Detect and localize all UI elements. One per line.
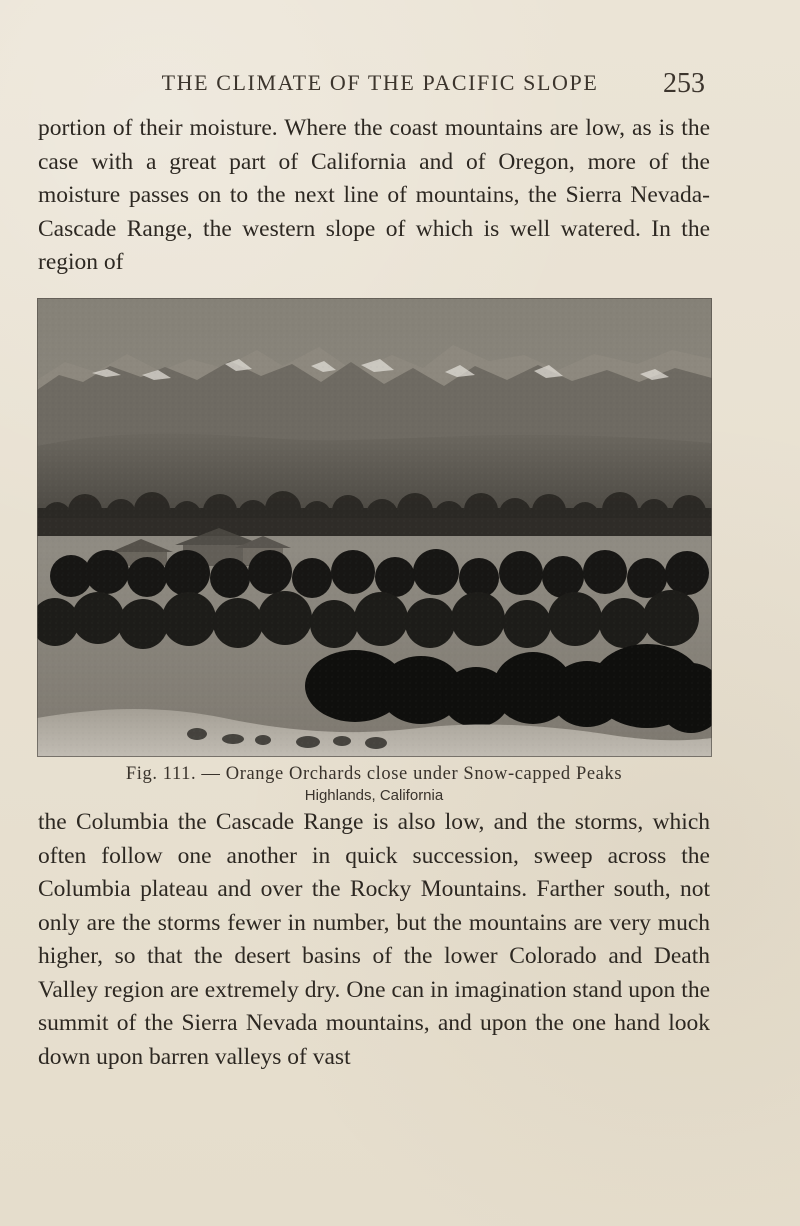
figure-photo: [37, 298, 712, 757]
page-header: [0, 70, 800, 110]
page-number: 253: [663, 68, 705, 99]
body-paragraph-top: portion of their moisture. Where the coast mountains are low, as is the case with a great part of California and of Oregon, more of the moisture passes on to the next line of mountains, the Sierra Nevada-Cascade Range, the western slope of which is well watered. In the region of: [38, 115, 710, 275]
figure-subcaption: Highlands, California: [304, 787, 444, 804]
figure-caption-block: [38, 764, 710, 804]
orchard-photo-illustration: [37, 298, 712, 757]
figure-caption: Fig. 111. — Orange Orchards close under Snow-capped Peaks: [125, 764, 623, 784]
photo-grain: [37, 298, 712, 757]
body-paragraph-bottom: the Columbia the Cascade Range is also low, and the storms, which often follow one another in quick succession, sweep across the Columbia plateau and over the Rocky Mountains. Farther south, not only are the storms fewer in number, but the mountains are very much higher, so that the desert basins of the lower Colorado and Death Valley region are extremely dry. One can in imagination stand upon the summit of the Sierra Nevada mountains, and upon the one hand look down upon barren valleys of vast: [38, 809, 710, 1070]
running-head: THE CLIMATE OF THE PACIFIC SLOPE: [161, 70, 599, 95]
